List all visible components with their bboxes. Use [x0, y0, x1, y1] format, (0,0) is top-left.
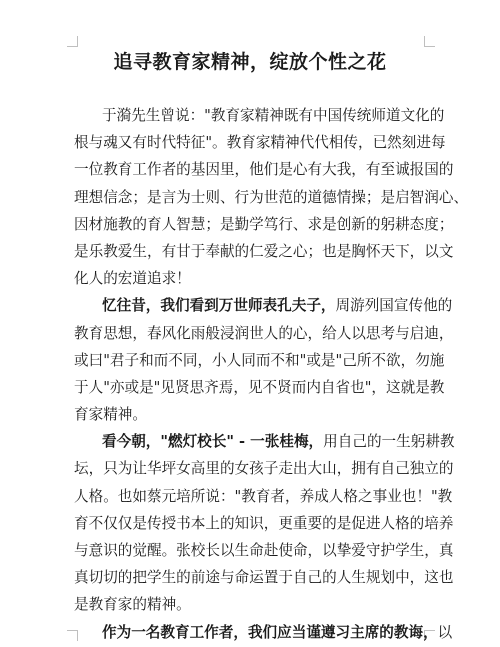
text-line: [74, 156, 454, 183]
paragraph: [74, 102, 469, 292]
text-run: 育不仅仅是传授书本上的知识，更重要的是促进人格的培养: [74, 514, 454, 532]
text-run: 因材施教的育人智慧；是勤学笃行、求是创新的躬耕态度；: [74, 215, 454, 233]
paragraph: [74, 292, 454, 428]
document-body: [74, 102, 469, 646]
text-run: 于人"亦或是"见贤思齐焉，见不贤而内自省也"，这就是教: [74, 378, 445, 396]
bold-text-run: 忆往昔，我们看到万世师表孔夫子，: [102, 297, 336, 315]
text-line: [74, 129, 446, 156]
text-line: [74, 238, 454, 265]
text-run: 人格。也如蔡元培所说："教育者，养成人格之事业也！"教: [74, 487, 453, 505]
text-run: 是教育家的精神。: [74, 596, 191, 614]
text-run: 坛，只为让华坪女高里的女孩子走出大山，拥有自己独立的: [74, 460, 454, 478]
text-line: [74, 401, 428, 428]
text-run: 周游列国宣传他的: [335, 297, 453, 315]
text-line: [74, 347, 445, 374]
text-line: [74, 184, 469, 211]
bold-text-run: 作为一名教育工作者，我们应当谨遵习主席的教诲，: [102, 623, 438, 641]
paragraph: [74, 619, 453, 646]
text-line: [74, 510, 454, 537]
text-line: [74, 619, 453, 646]
text-run: 化人的宏道追求！: [74, 270, 191, 288]
crop-mark-top-left: [67, 36, 78, 47]
text-line: [74, 211, 454, 238]
text-run: 与意识的觉醒。张校长以生命赴使命，以挚爱守护学生，真: [74, 542, 454, 559]
text-line: [74, 428, 455, 455]
text-run: 真切切的把学生的前途与命运置于自己的人生规划中，这也: [74, 569, 454, 587]
text-run: 育家精神。: [74, 406, 147, 424]
text-run: 用自己的一生躬耕教: [323, 433, 455, 451]
paragraph: [74, 428, 455, 618]
text-run: 理想信念；是言为士则、行为世范的道德情操；是启智润心、: [74, 188, 469, 206]
text-run: 以: [437, 623, 453, 641]
text-line: [74, 265, 428, 292]
text-line: [74, 591, 428, 618]
text-line: [74, 320, 454, 347]
text-run: 于漪先生曾说："教育家精神既有中国传统师道文化的: [102, 107, 445, 124]
text-line: [74, 564, 454, 591]
crop-mark-top-right: [424, 36, 435, 47]
text-line: [74, 374, 445, 401]
text-line: [74, 483, 453, 510]
bold-text-run: 看今朝，"燃灯校长" - 一张桂梅，: [102, 433, 324, 451]
text-line: [74, 455, 454, 482]
text-run: 一位教育工作者的基因里，他们是心有大我，有至诚报国的: [74, 161, 454, 179]
text-run: 根与魂又有时代特征"。教育家精神代代相传，已然刻进每: [74, 134, 446, 152]
document-title: 追寻教育家精神，绽放个性之花: [113, 51, 387, 73]
text-run: 是乐教爱生，有甘于奉献的仁爱之心；也是胸怀天下，以文: [74, 242, 454, 260]
text-run: 教育思想，春风化雨般浸润世人的心，给人以思考与启迪，: [74, 324, 454, 342]
text-run: 或曰"君子和而不同，小人同而不和"或是"己所不欲，勿施: [74, 351, 445, 369]
text-line: [74, 292, 453, 319]
text-line: [74, 102, 445, 129]
text-line: [74, 537, 454, 564]
